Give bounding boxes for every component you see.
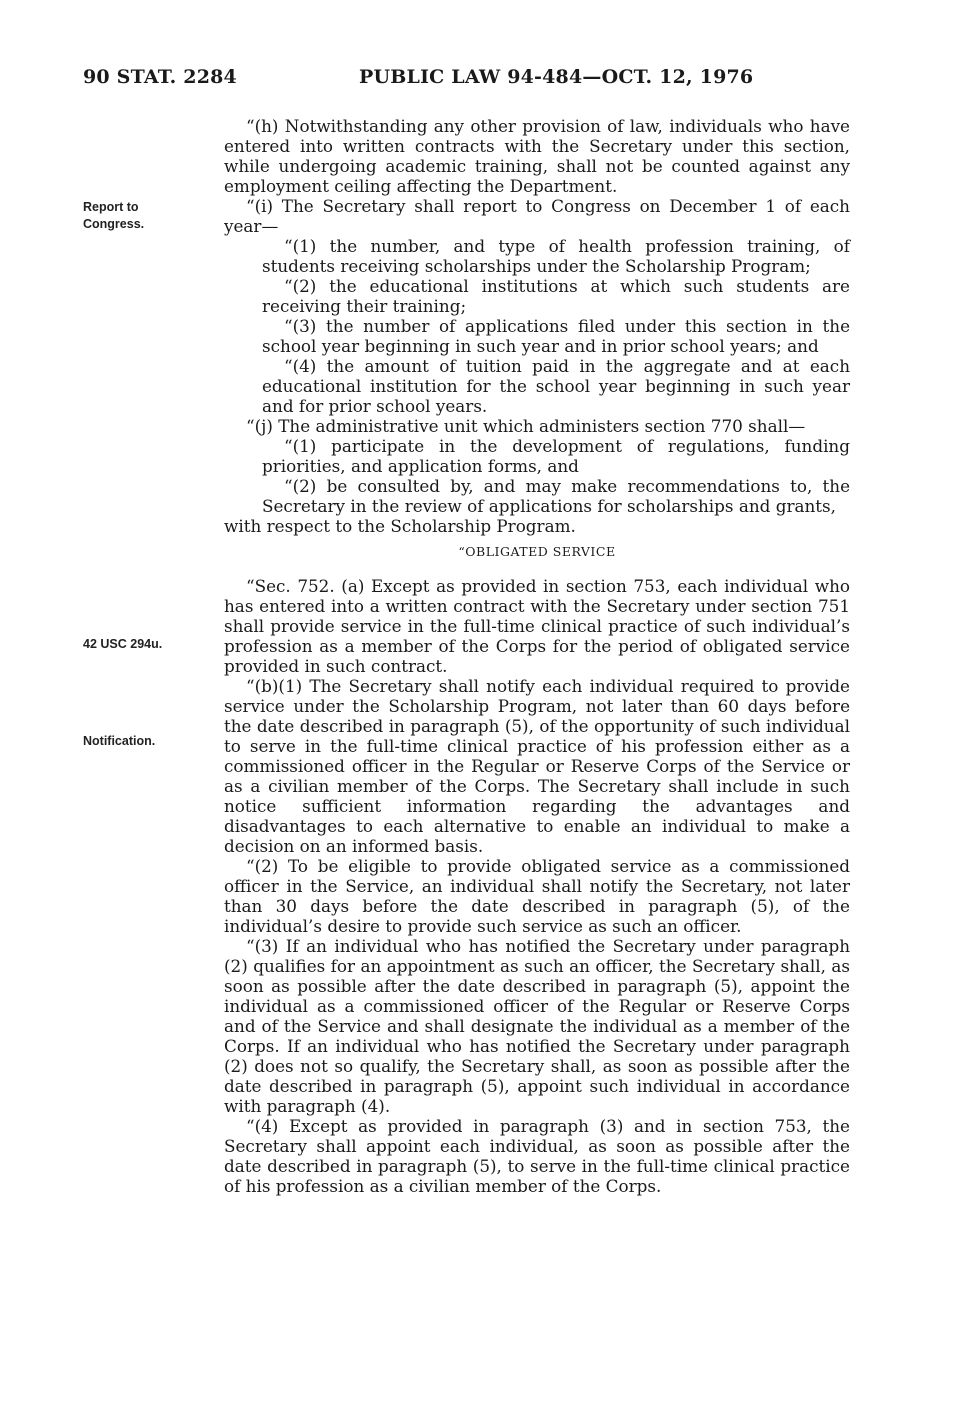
paragraph-sec752-a: “Sec. 752. (a) Except as provided in section 753, each individual who has entered into a written contract with the Secretary under section 751 shall provide service in the full-time clinical practice of such individual’s profession as a member of the Corps for the period of obligated service provided in such contract. bbox=[224, 576, 850, 676]
document-body bbox=[224, 116, 850, 1196]
paragraph-j-1: “(1) participate in the development of regulations, funding priorities, and application forms, and bbox=[262, 436, 850, 476]
paragraph-i-2: “(2) the educational institutions at which such students are receiving their training; bbox=[262, 276, 850, 316]
paragraph-i-3: “(3) the number of applications filed under this section in the school year beginning in such year and in prior school years; and bbox=[262, 316, 850, 356]
margin-note-usc: 42 USC 294u. bbox=[83, 637, 163, 651]
law-title: PUBLIC LAW 94-484—OCT. 12, 1976 bbox=[359, 66, 754, 88]
paragraph-j-2: “(2) be consulted by, and may make recommendations to, the Secretary in the review of applications for scholarships and grants, bbox=[262, 476, 850, 516]
page-header bbox=[83, 66, 849, 94]
paragraph-b-4: “(4) Except as provided in paragraph (3) and in section 753, the Secretary shall appoint each individual, as soon as possible after the date described in paragraph (5), to serve in the full-time clinical practice of his profession as a civilian member of the Corps. bbox=[224, 1116, 850, 1196]
margin-note-notification: Notification. bbox=[83, 734, 156, 748]
section-heading: “OBLIGATED SERVICE bbox=[458, 544, 616, 559]
paragraph-b-1: “(b)(1) The Secretary shall notify each individual required to provide service under the Scholarship Program, not later than 60 days before the date described in paragraph (5), of the opportunity of such individual to serve in the full-time clinical practice of his profession either as a commissioned officer in the Regular or Reserve Corps of the Service or as a civilian member of the Corps. The Secretary shall include in such notice sufficient information regarding the advantages and disadvantages to each alternative to enable an individual to make a decision on an informed basis. bbox=[224, 676, 850, 856]
paragraph-j: “(j) The administrative unit which administers section 770 shall— bbox=[246, 416, 806, 436]
paragraph-b-2: “(2) To be eligible to provide obligated service as a commissioned officer in the Service, an individual shall notify the Secretary, not later than 30 days before the date described in paragraph (5), of the individual’s desire to provide such service as such an officer. bbox=[224, 856, 850, 936]
paragraph-h: “(h) Notwithstanding any other provision of law, individuals who have entered into written contracts with the Secretary under this section, while undergoing academic training, shall not be counted against any employment ceiling affecting the Department. bbox=[224, 116, 850, 196]
paragraph-i-4: “(4) the amount of tuition paid in the aggregate and at each educational institution for the school year beginning in such year and for prior school years. bbox=[262, 356, 850, 416]
paragraph-i: “(i) The Secretary shall report to Congress on December 1 of each year— bbox=[224, 196, 850, 236]
statute-page-number: 90 STAT. 2284 bbox=[83, 66, 237, 88]
paragraph-j-tail: with respect to the Scholarship Program. bbox=[224, 516, 576, 536]
paragraph-b-3: “(3) If an individual who has notified the Secretary under paragraph (2) qualifies for an appointment as such an officer, the Secretary shall, as soon as possible after the date described in paragraph (5), appoint the individual as a commissioned officer of the Regular or Reserve Corps and of the Service and shall designate the individual as a member of the Corps. If an individual who has notified the Secretary under paragraph (2) does not so qualify, the Secretary shall, as soon as possible after the date described in paragraph (5), appoint such individual in accordance with paragraph (4). bbox=[224, 936, 850, 1116]
paragraph-i-1: “(1) the number, and type of health profession training, of students receiving scholarships under the Scholarship Program; bbox=[262, 236, 850, 276]
margin-note-report: Report to Congress. bbox=[83, 200, 145, 231]
